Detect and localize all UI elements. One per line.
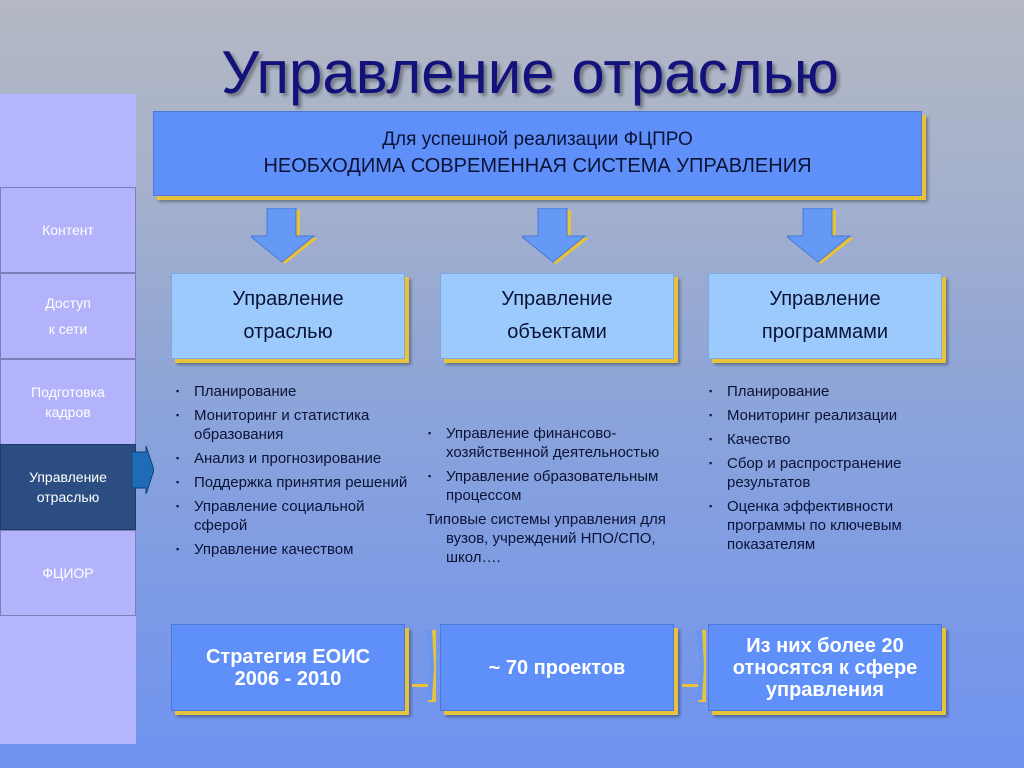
list-item: ▪ Планирование [176, 383, 297, 400]
bullet-square-icon: ▪ [176, 501, 180, 511]
sidebar-item-content[interactable] [0, 187, 136, 273]
management-share-box-label: Из них более 20 относятся к сфере управления [732, 634, 918, 701]
bullet-list-objects [426, 424, 691, 572]
bullet-square-icon: ▪ [709, 458, 713, 468]
management-share-box [708, 624, 942, 711]
chevron-right-icon [406, 630, 442, 702]
list-item: ▪ Планирование [709, 383, 830, 400]
sidebar-item-network-access[interactable] [0, 273, 136, 359]
bullet-square-icon: ▪ [709, 434, 713, 444]
bullet-list-industry [174, 382, 414, 564]
list-item: ▪ Качество [709, 431, 791, 448]
sidebar-nav [0, 94, 136, 744]
goal-banner-line2: НЕОБХОДИМА СОВРЕМЕННАЯ СИСТЕМА УПРАВЛЕНИЯ [263, 155, 812, 177]
list-item: ▪ Управление образовательным процессом [428, 468, 659, 504]
list-item: ▪ Поддержка принятия решений [176, 474, 408, 491]
bullet-square-icon: ▪ [176, 410, 180, 420]
list-item: ▪ Мониторинг и статистика образования [176, 407, 370, 443]
goal-banner-line1: Для успешной реализации ФЦПРО [382, 129, 693, 150]
bullet-square-icon: ▪ [709, 410, 713, 420]
bullet-square-icon: ▪ [428, 428, 432, 438]
chevron-right-icon [676, 630, 712, 702]
list-item: ▪ Мониторинг реализации [709, 407, 898, 424]
goal-banner [153, 111, 922, 196]
list-item: ▪ Управление качеством [176, 541, 354, 558]
list-item: ▪ Управление финансово-хозяйственной деятельностью [428, 425, 660, 461]
list-item: ▪ Анализ и прогнозирование [176, 450, 382, 467]
down-arrow-icon [787, 208, 857, 266]
bullet-square-icon: ▪ [176, 386, 180, 396]
slide-title: Управление отраслью [221, 39, 839, 106]
sidebar-item-staff-training[interactable] [0, 359, 136, 445]
list-note: Типовые системы управления для вузов, учреждений НПО/СПО, школ…. [426, 511, 666, 566]
sidebar-item-industry-management[interactable] [0, 444, 136, 530]
bullet-list-programs [707, 382, 952, 559]
list-item: ▪ Оценка эффективности программы по ключевым показателям [709, 498, 902, 553]
down-arrow-icon [522, 208, 592, 266]
sidebar-pointer-arrow-icon [132, 446, 154, 494]
column-heading-programs [708, 273, 942, 359]
sidebar-item-label: Управление отраслью [29, 469, 107, 505]
bullet-square-icon: ▪ [428, 471, 432, 481]
sidebar-item-label: Подготовка кадров [31, 384, 105, 420]
projects-box-label: ~ 70 проектов [488, 656, 626, 679]
column-heading-label: Управление программами [761, 288, 889, 343]
strategy-box [171, 624, 405, 711]
down-arrow-icon [251, 208, 321, 266]
column-heading-label: Управление отраслью [232, 288, 344, 343]
strategy-box-label: Стратегия ЕОИС 2006 - 2010 [205, 645, 371, 690]
sidebar-item-label: Контент [42, 222, 94, 238]
column-heading-objects [440, 273, 674, 359]
column-heading-industry [171, 273, 405, 359]
bullet-square-icon: ▪ [176, 453, 180, 463]
column-heading-label: Управление объектами [501, 288, 613, 343]
projects-box [440, 624, 674, 711]
bullet-square-icon: ▪ [709, 386, 713, 396]
list-item: ▪ Управление социальной сферой [176, 498, 365, 534]
sidebar-item-fcior[interactable] [0, 530, 136, 616]
list-item: ▪ Сбор и распространение результатов [709, 455, 902, 491]
bullet-square-icon: ▪ [176, 544, 180, 554]
bullet-square-icon: ▪ [709, 501, 713, 511]
bullet-square-icon: ▪ [176, 477, 180, 487]
sidebar-item-label: Доступ к сети [45, 295, 91, 337]
sidebar-item-label: ФЦИОР [42, 565, 94, 581]
